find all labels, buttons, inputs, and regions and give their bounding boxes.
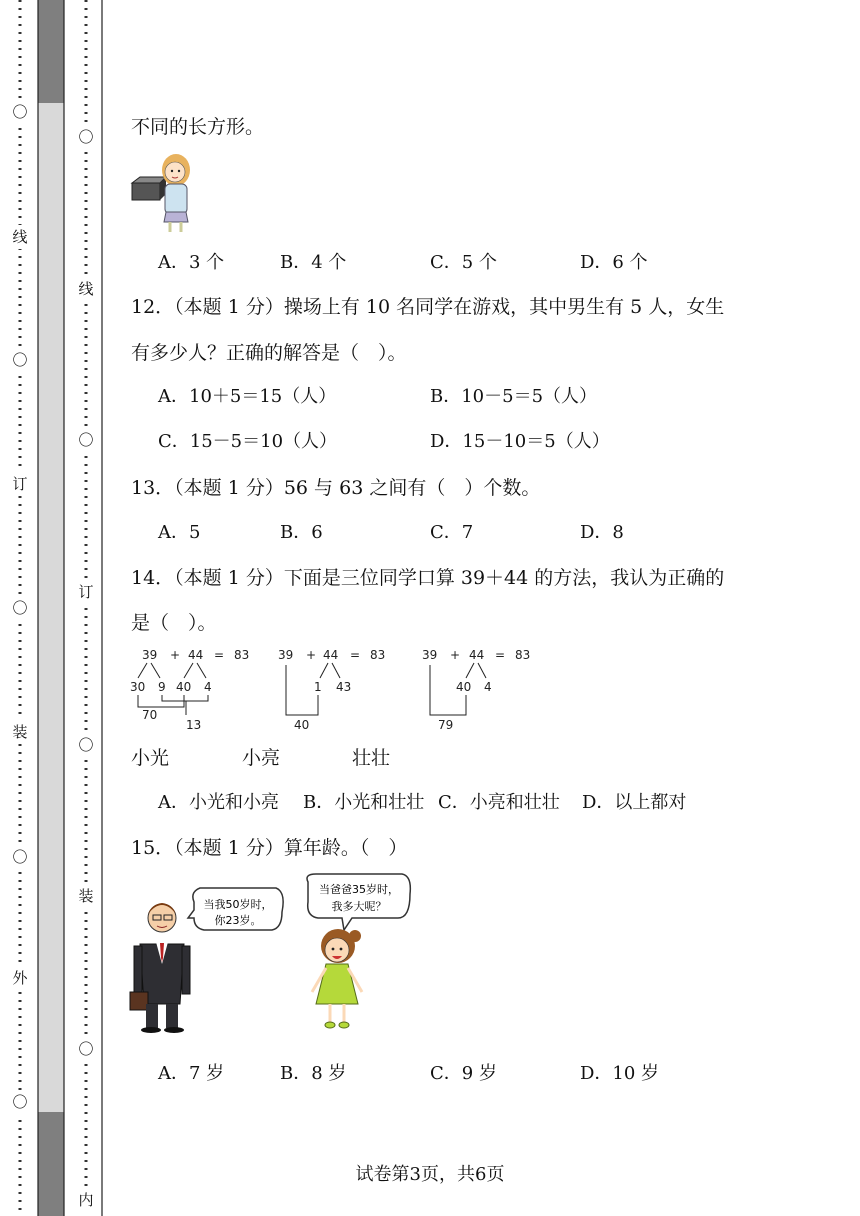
inner-label-zhuang: 装 — [78, 887, 94, 905]
diagram-xiaoguang — [130, 648, 249, 732]
svg-text:83: 83 — [515, 648, 531, 662]
diagram-zhuangzhuang — [422, 648, 530, 732]
outer-circle: 〇 — [12, 103, 28, 121]
girl-speech-line1: 当爸爸35岁时， — [319, 883, 399, 896]
svg-text:83: 83 — [234, 648, 250, 662]
q13-stem: 13．（本题 1 分）56 与 63 之间有（ ）个数。 — [131, 477, 541, 499]
q12-option-c[interactable]: C．15－5＝10（人） — [158, 431, 338, 452]
svg-text:40: 40 — [294, 718, 310, 732]
q12-option-b[interactable]: B．10－5＝5（人） — [430, 386, 598, 407]
svg-text:39: 39 — [422, 648, 438, 662]
outer-label-ding: 订 — [12, 475, 28, 493]
q11-tail: 不同的长方形。 — [131, 116, 265, 138]
svg-text:=: = — [350, 648, 361, 662]
q15-option-d[interactable]: D．10 岁 — [580, 1063, 660, 1084]
q14-option-d[interactable]: D．以上都对 — [582, 792, 687, 813]
q12-stem-line1: 12．（本题 1 分）操场上有 10 名同学在游戏，其中男生有 5 人，女生 — [131, 296, 725, 318]
diagram-xiaoliang — [278, 648, 385, 732]
q11-option-b[interactable]: B．4 个 — [280, 252, 347, 273]
girl-figure — [312, 929, 362, 1028]
inner-circle: 〇 — [78, 128, 94, 146]
svg-text:44: 44 — [188, 648, 204, 662]
svg-text:9: 9 — [158, 680, 166, 694]
name-xiaoguang: 小光 — [131, 747, 170, 769]
svg-text:1: 1 — [314, 680, 322, 694]
outer-circle: 〇 — [12, 848, 28, 866]
outer-label-xian: 线 — [12, 228, 28, 246]
outer-label-zhuang: 装 — [12, 723, 28, 741]
outer-circle: 〇 — [12, 599, 28, 617]
name-zhuangzhuang: 壮壮 — [352, 747, 391, 769]
q12-option-d[interactable]: D．15－10＝5（人） — [430, 431, 610, 452]
inner-label-ding: 订 — [78, 583, 94, 601]
q13-option-d[interactable]: D．8 — [580, 522, 624, 543]
svg-text:79: 79 — [438, 718, 454, 732]
svg-text:83: 83 — [370, 648, 386, 662]
svg-text:=: = — [214, 648, 225, 662]
girl-with-box-illustration — [128, 150, 198, 238]
binding-margin — [0, 0, 104, 1216]
svg-text:+: + — [450, 648, 461, 662]
q15-stem: 15．（本题 1 分）算年龄。（ ） — [131, 837, 408, 859]
q14-option-a[interactable]: A．小光和小亮 — [158, 792, 279, 813]
svg-text:+: + — [170, 648, 181, 662]
svg-text:40: 40 — [456, 680, 472, 694]
q14-option-b[interactable]: B．小光和壮壮 — [303, 792, 425, 813]
svg-text:44: 44 — [469, 648, 485, 662]
inner-circle: 〇 — [78, 431, 94, 449]
calculation-diagrams — [126, 645, 546, 735]
age-problem-illustration — [126, 872, 426, 1042]
q11-option-c[interactable]: C．5 个 — [430, 252, 497, 273]
svg-text:4: 4 — [204, 680, 212, 694]
svg-text:70: 70 — [142, 708, 158, 722]
svg-text:30: 30 — [130, 680, 146, 694]
inner-label-xian: 线 — [78, 280, 94, 298]
inner-label-nei: 内 — [78, 1191, 94, 1209]
father-speech-line1: 当我50岁时， — [203, 898, 273, 911]
svg-text:=: = — [495, 648, 506, 662]
q15-option-a[interactable]: A．7 岁 — [158, 1063, 225, 1084]
q13-option-b[interactable]: B．6 — [280, 522, 323, 543]
q12-stem-line2: 有多少人？正确的解答是（ ）。 — [131, 342, 407, 364]
q14-stem-line1: 14．（本题 1 分）下面是三位同学口算 39＋44 的方法，我认为正确的 — [131, 567, 725, 589]
svg-text:39: 39 — [278, 648, 294, 662]
page-footer: 试卷第3页，共6页 — [355, 1164, 505, 1185]
inner-circle: 〇 — [78, 736, 94, 754]
father-figure — [130, 903, 190, 1033]
svg-text:44: 44 — [323, 648, 339, 662]
girl-speech-line2: 我多大呢？ — [331, 900, 387, 913]
father-speech-line2: 你23岁。 — [214, 914, 262, 927]
outer-circle: 〇 — [12, 1093, 28, 1111]
svg-text:39: 39 — [142, 648, 158, 662]
q14-option-c[interactable]: C．小亮和壮壮 — [438, 792, 560, 813]
svg-text:4: 4 — [484, 680, 492, 694]
outer-circle: 〇 — [12, 351, 28, 369]
q11-option-a[interactable]: A．3 个 — [158, 252, 225, 273]
svg-text:+: + — [306, 648, 317, 662]
svg-text:13: 13 — [186, 718, 202, 732]
q12-option-a[interactable]: A．10＋5＝15（人） — [158, 386, 337, 407]
outer-label-wai: 外 — [12, 969, 28, 987]
q15-option-b[interactable]: B．8 岁 — [280, 1063, 347, 1084]
q15-option-c[interactable]: C．9 岁 — [430, 1063, 497, 1084]
svg-text:40: 40 — [176, 680, 192, 694]
q14-stem-line2: 是（ ）。 — [131, 612, 217, 634]
svg-text:43: 43 — [336, 680, 352, 694]
q13-option-a[interactable]: A．5 — [158, 522, 201, 543]
q13-option-c[interactable]: C．7 — [430, 522, 474, 543]
q11-option-d[interactable]: D．6 个 — [580, 252, 648, 273]
name-xiaoliang: 小亮 — [242, 747, 281, 769]
inner-circle: 〇 — [78, 1040, 94, 1058]
